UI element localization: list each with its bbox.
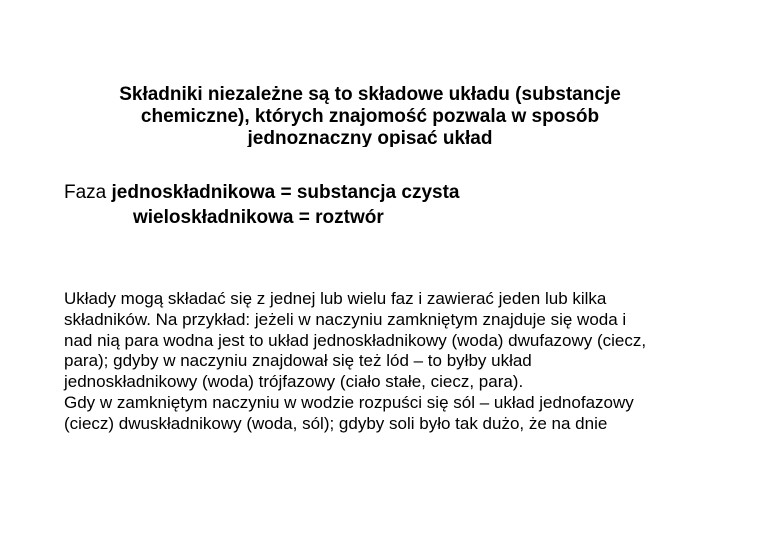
phase-row-single [64, 180, 459, 205]
phase-row-multi [64, 205, 459, 230]
title-line: Składniki niezależne są to składowe układu (substancje [119, 84, 621, 105]
body-line: Gdy w zamkniętym naczyniu w wodzie rozpuści się sól – układ jednofazowy [64, 392, 634, 412]
title-line: chemiczne), których znajomość pozwala w sposób [140, 106, 600, 127]
body-line: nad nią para wodna jest to układ jednoskładnikowy (woda) dwufazowy (ciecz, [64, 330, 647, 350]
slide-title [60, 84, 680, 147]
body-line: jednoskładnikowy (woda) trójfazowy (ciało stałe, ciecz, para). [64, 372, 524, 392]
phase-definition [64, 180, 459, 230]
phase-label: Faza [64, 182, 107, 203]
body-line: składników. Na przykład: jeżeli w naczyniu zamkniętym znajduje się woda i [64, 309, 627, 329]
body-line: (ciecz) dwuskładnikowy (woda, sól); gdyby soli było tak dużo, że na dnie [64, 413, 608, 433]
body-line: para); gdyby w naczyniu znajdował się też lód – to byłby układ [64, 351, 532, 371]
body-line: Układy mogą składać się z jednej lub wielu faz i zawierać jeden lub kilka [64, 289, 607, 308]
phase-multi-component: wieloskładnikowa = roztwór [133, 207, 384, 228]
body-paragraph [64, 289, 724, 435]
phase-single-component: jednoskładnikowa = substancja czysta [111, 182, 460, 203]
title-line: jednoznaczny opisać układ [247, 128, 493, 147]
